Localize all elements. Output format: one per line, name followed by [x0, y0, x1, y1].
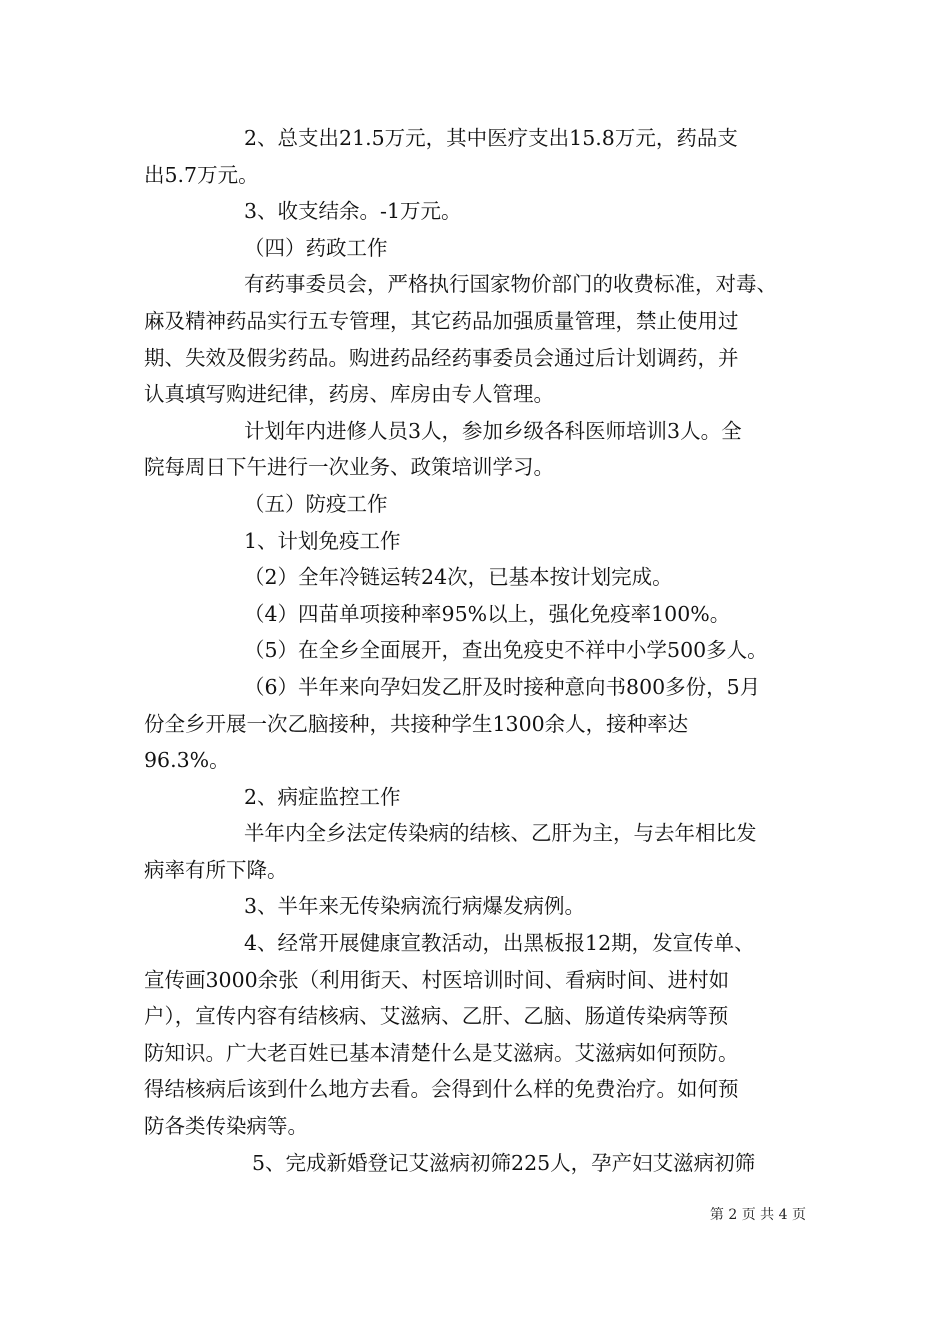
text-line: 3、半年来无传染病流行病爆发病例。	[244, 894, 586, 919]
section-heading: （五）防疫工作	[244, 491, 388, 516]
subsection-heading: 2、病症监控工作	[244, 784, 401, 809]
text-line: （4）四苗单项接种率95%以上，强化免疫率100%。	[244, 601, 731, 626]
text-line: 4、经常开展健康宣教活动，出黑板报12期，发宣传单、	[244, 931, 755, 956]
text-line: 户），宣传内容有结核病、艾滋病、乙肝、乙脑、肠道传染病等预	[144, 1004, 729, 1029]
text-line: 有药事委员会，严格执行国家物价部门的收费标准，对毒、	[244, 272, 777, 297]
text-line: 病率有所下降。	[144, 857, 288, 882]
text-line: 3、收支结余。-1万元。	[244, 199, 462, 224]
text-line: 防知识。广大老百姓已基本清楚什么是艾滋病。艾滋病如何预防。	[144, 1040, 739, 1065]
text-line: 份全乡开展一次乙脑接种，共接种学生1300余人，接种率达	[144, 711, 689, 736]
text-line: （6）半年来向孕妇发乙肝及时接种意向书800多份，5月	[244, 674, 761, 699]
text-line: 认真填写购进纪律，药房、库房由专人管理。	[144, 382, 554, 407]
text-line: 5、完成新婚登记艾滋病初筛225人，孕产妇艾滋病初筛	[252, 1150, 756, 1175]
text-line: （5）在全乡全面展开，查出免疫史不祥中小学500多人。	[244, 638, 768, 663]
text-line: 得结核病后该到什么地方去看。会得到什么样的免费治疗。如何预	[144, 1077, 739, 1102]
text-line: 宣传画3000余张（利用街天、村医培训时间、看病时间、进村如	[144, 967, 730, 992]
text-line: 防各类传染病等。	[144, 1114, 308, 1139]
section-heading: （四）药政工作	[244, 235, 388, 260]
document-body	[144, 120, 810, 1181]
text-line: 麻及精神药品实行五专管理，其它药品加强质量管理，禁止使用过	[144, 308, 739, 333]
text-line: 期、失效及假劣药品。购进药品经药事委员会通过后计划调药，并	[144, 345, 739, 370]
text-line: 院每周日下午进行一次业务、政策培训学习。	[144, 455, 554, 480]
text-line: 计划年内进修人员3人，参加乡级各科医师培训3人。全	[244, 418, 742, 443]
page-number: 第 2 页 共 4 页	[709, 1207, 806, 1223]
text-line: 2、总支出21.5万元，其中医疗支出15.8万元，药品支	[244, 126, 738, 150]
text-line: （2）全年冷链运转24次，已基本按计划完成。	[244, 565, 673, 590]
text-line: 出5.7万元。	[144, 162, 259, 187]
text-line: 96.3%。	[144, 748, 230, 773]
text-line: 半年内全乡法定传染病的结核、乙肝为主，与去年相比发	[244, 821, 757, 846]
subsection-heading: 1、计划免疫工作	[244, 528, 401, 553]
